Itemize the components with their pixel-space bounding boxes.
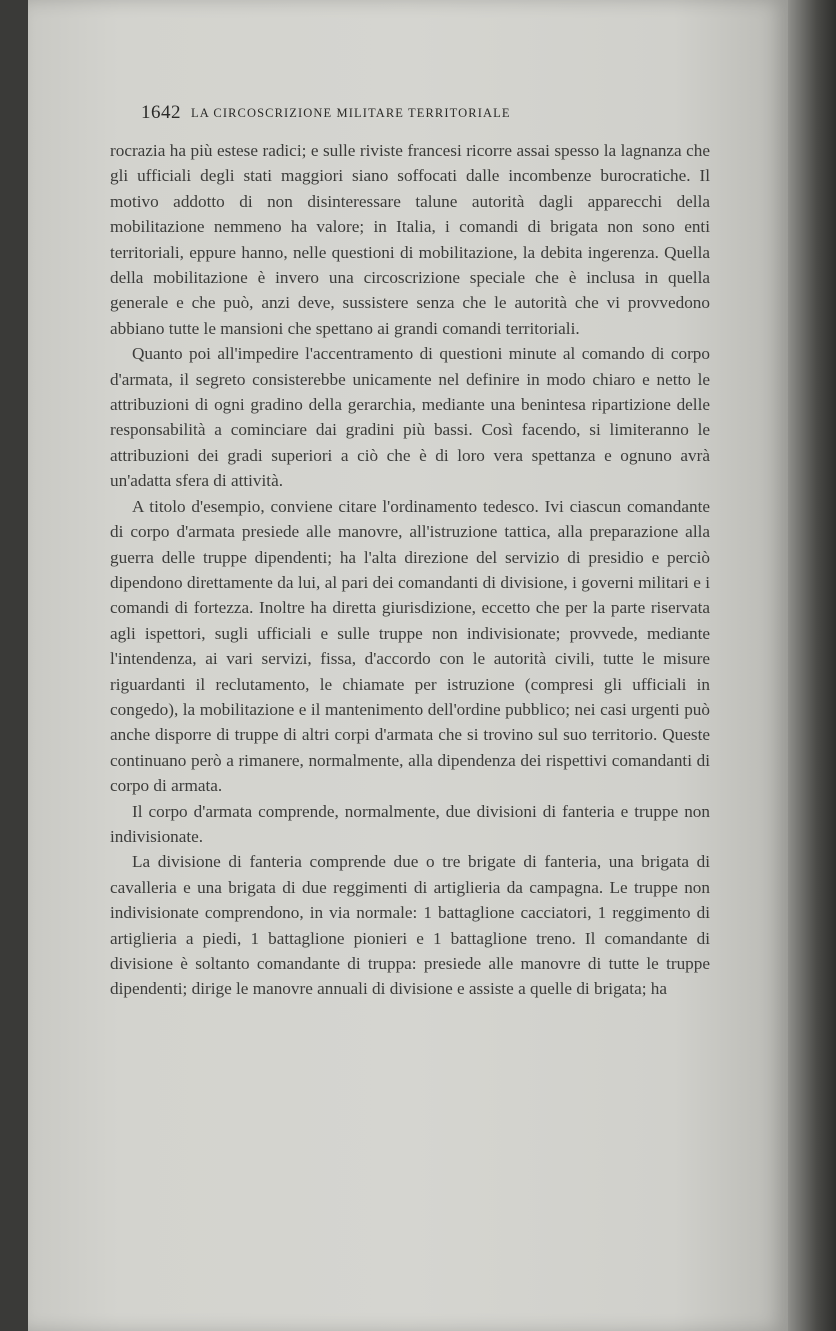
body-text xyxy=(110,138,710,1002)
page-header xyxy=(141,102,633,126)
paragraph-4: Il corpo d'armata comprende, normalmente, due divisioni di fanteria e truppe non indivisionate. xyxy=(110,801,710,846)
paragraph-3: A titolo d'esempio, conviene citare l'ordinamento tedesco. Ivi ciascun comandante di corpo d'armata presiede alle manovre, all'istruzione tattica, alla preparazione alla guerra delle truppe dipendenti; ha l'alta direzione del servizio di presidio e perciò dipendono direttamente da lui, al pari dei comandanti di divisione, i governi militari e i comandi di fortezza. Inoltre ha diretta giurisdizione, eccetto che per la parte riservata agli ispettori, sugli ufficiali e sulle truppe non indivisionate; provvede, mediante l'intendenza, ai vari servizi, fissa, d'accordo con le autorità civili, tutte le misure riguardanti il reclutamento, le chiamate per istruzione (compresi gli ufficiali in congedo), la mobilitazione e il mantenimento dell'ordine pubblico; nei casi urgenti può anche disporre di truppe di altri corpi d'armata che si trovino sul suo territorio. Queste continuano però a rimanere, normalmente, alla dipendenza dei rispettivi comandanti di corpo di armata. xyxy=(110,496,710,796)
paragraph-1: rocrazia ha più estese radici; e sulle riviste francesi ricorre assai spesso la lagnanza che gli ufficiali degli stati maggiori siano soffocati dalle incombenze burocratiche. Il motivo addotto di non disinteressare talune autorità dagli apparecchi della mobilitazione nemmeno ha valore; in Italia, i comandi di brigata non sono enti territoriali, eppure hanno, nelle questioni di mobilitazione, la debita ingerenza. Quella della mobilitazione è invero una circoscrizione speciale che è inclusa in quella generale e che può, anzi deve, sussistere senza che le autorità che vi provvedono abbiano tutte le mansioni che spettano ai grandi comandi territoriali. xyxy=(110,141,710,338)
book-spine-shadow xyxy=(788,0,836,1331)
running-title: LA CIRCOSCRIZIONE MILITARE TERRITORIALE xyxy=(191,106,511,120)
page-number: 1642 xyxy=(141,102,181,123)
paragraph-5: La divisione di fanteria comprende due o tre brigate di fanteria, una brigata di cavalleria e una brigata di due reggimenti di artiglieria da campagna. Le truppe non indivisionate comprendono, in via normale: 1 battaglione cacciatori, 1 reggimento di artiglieria a piedi, 1 battaglione pionieri e 1 battaglione treno. Il comandante di divisione è soltanto comandante di truppa: presiede alle manovre di tutte le truppe dipendenti; dirige le manovre annuali di divisione e assiste a quelle di brigata; ha xyxy=(110,852,710,999)
paragraph-2: Quanto poi all'impedire l'accentramento di questioni minute al comando di corpo d'armata, il segreto consisterebbe unicamente nel definire in modo chiaro e netto le attribuzioni di ogni gradino della gerarchia, mediante una benintesa ripartizione delle responsabilità a cominciare dai gradini più bassi. Così facendo, si limiteranno le attribuzioni dei gradi superiori a ciò che è di loro vera spettanza e ognuno avrà un'adatta sfera di attività. xyxy=(110,344,710,491)
